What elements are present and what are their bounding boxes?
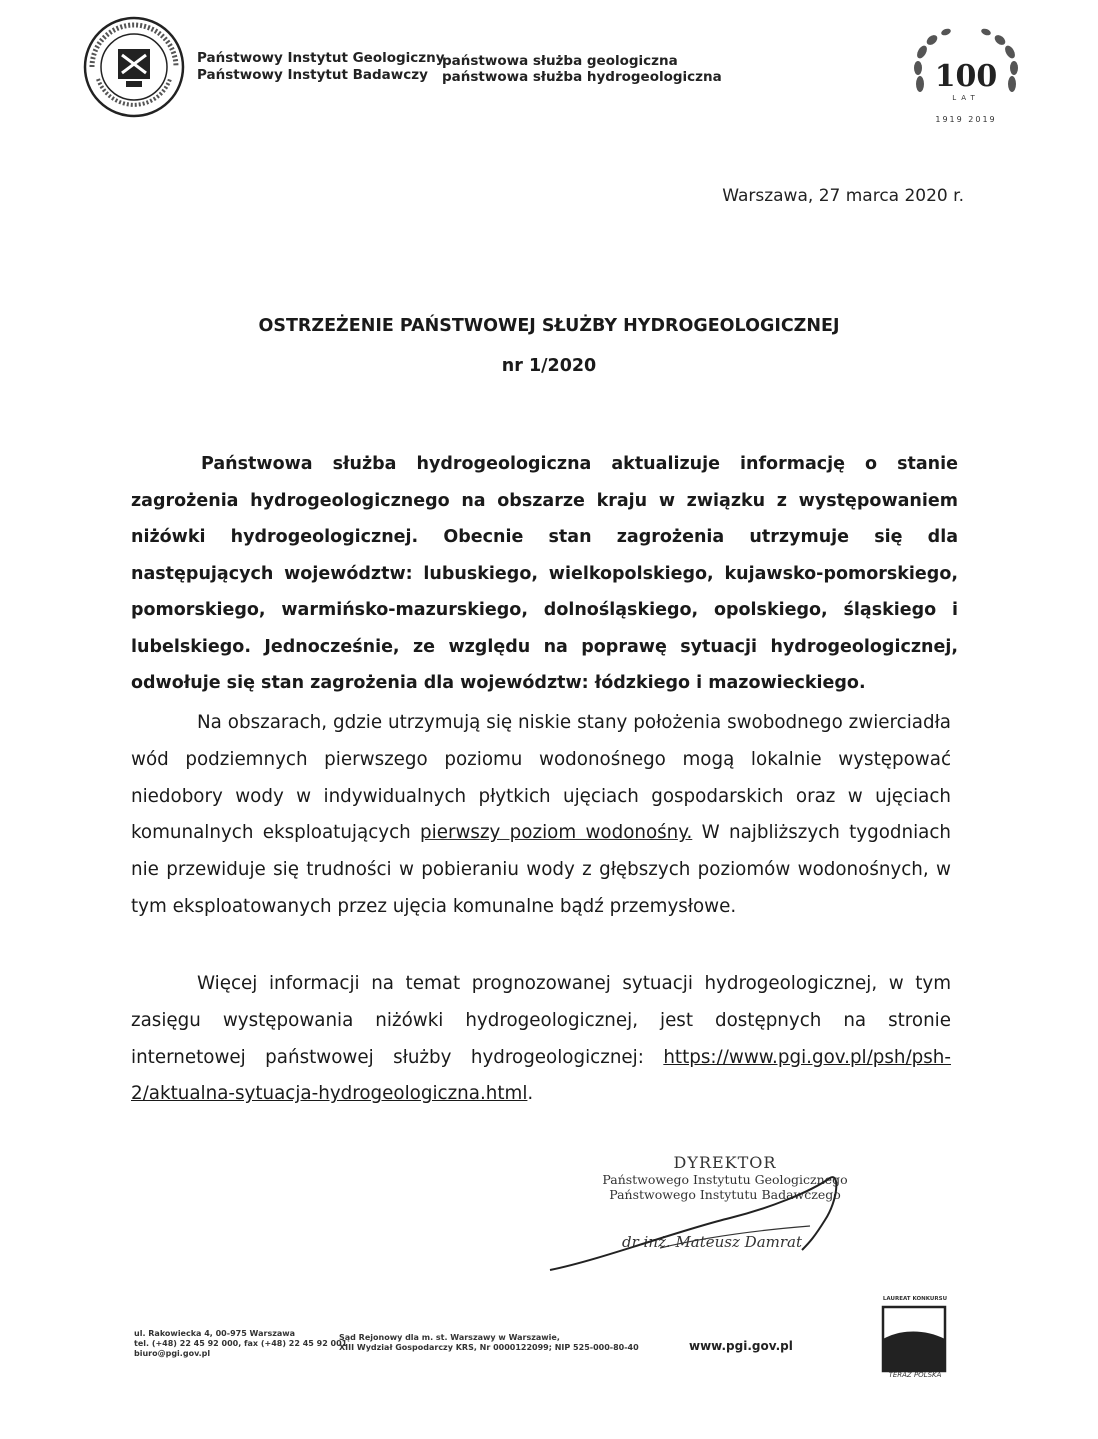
- footer-website[interactable]: www.pgi.gov.pl: [689, 1339, 793, 1353]
- paragraph-shortages: [131, 705, 951, 926]
- paragraph2-underlined-phrase: pierwszy poziom wodonośny.: [420, 822, 693, 844]
- letter-date: Warszawa, 27 marca 2020 r.: [722, 186, 964, 206]
- stamp-line2: Państwowego Instytutu Badawczego: [609, 1187, 841, 1202]
- badge-bottom-text: TERAZ POLSKA: [888, 1371, 942, 1379]
- stamp-title: DYREKTOR: [673, 1153, 777, 1172]
- footer-address: [134, 1329, 347, 1359]
- badge-label: LAUREAT KONKURSU: [882, 1296, 948, 1302]
- institute-line1: Państwowy Instytut Geologiczny: [197, 50, 445, 66]
- footer-court-line2: XIII Wydział Gospodarczy KRS, Nr 0000122099; NIP 525-000-80-40: [339, 1343, 639, 1352]
- stamp-line1: Państwowego Instytutu Geologicznego: [602, 1172, 848, 1187]
- footer-court-info: [339, 1333, 639, 1353]
- hydrogeology-situation-link[interactable]: https://www.pgi.gov.pl/psh/psh-2/aktualna-sytuacja-hydrogeologiczna.html: [131, 1046, 951, 1105]
- anniversary-100-logo: [906, 22, 1026, 134]
- footer-address-line1: ul. Rakowiecka 4, 00-975 Warszawa: [134, 1329, 296, 1338]
- paragraph2-text-start: Na obszarach, gdzie utrzymują się niskie stany położenia swobodnego zwierciadła wód podziemnych pierwszego poziomu wodonośnego mogą lokalnie występować niedobory wody w indywidualnych płytkich ujęciach gospodarskich oraz w ujęciach komunalnych eksploatujących: [131, 712, 951, 844]
- warning-number: nr 1/2020: [501, 356, 597, 376]
- service-line2: państwowa służba hydrogeologiczna: [442, 69, 722, 85]
- footer-address-line2: tel. (+48) 22 45 92 000, fax (+48) 22 45 92 001: [134, 1339, 348, 1348]
- paragraph-warning-status: Państwowa służba hydrogeologiczna aktualizuje informację o stanie zagrożenia hydrogeologicznego na obszarze kraju w związku z występowaniem niżówki hydrogeologicznej. Obecnie stan zagrożenia utrzymuje się dla następujących województw: lubuskiego, wielkopolskiego, kujawsko-pomorskiego, pomorskiego, warmińsko-mazurskiego, dolnośląskiego, opolskiego, śląskiego i lubelskiego. Jednocześnie, ze względu na poprawę sytuacji hydrogeologicznej, odwołuje się stan zagrożenia dla województw: łódzkiego i mazowieckiego.: [131, 454, 958, 693]
- warning-title: OSTRZEŻENIE PAŃSTWOWEJ SŁUŻBY HYDROGEOLOGICZNEJ: [258, 316, 840, 336]
- paragraph3-text: Więcej informacji na temat prognozowanej sytuacji hydrogeologicznej, w tym zasięgu występowania niżówki hydrogeologicznej, jest dostępnych na stronie internetowej państwowej służby hydrogeologicznej:: [131, 973, 951, 1068]
- paragraph2-text-end: W najbliższych tygodniach nie przewiduje się trudności w pobieraniu wody z głębszych poziomów wodonośnych, w tym eksploatowanych przez ujęcia komunalne bądź przemysłowe.: [131, 822, 952, 917]
- service-names: [442, 53, 722, 85]
- anniversary-years: 1919 2019: [935, 115, 997, 124]
- institute-name: [197, 50, 445, 84]
- anniversary-word: LAT: [952, 94, 980, 102]
- footer-email: biuro@pgi.gov.pl: [134, 1349, 211, 1358]
- footer-court-line1: Sąd Rejonowy dla m. st. Warszawy w Warszawie,: [339, 1333, 560, 1342]
- director-name: dr inż. Mateusz Damrat: [622, 1233, 803, 1251]
- anniversary-number: 100: [934, 59, 998, 94]
- institute-seal-logo: [82, 15, 186, 119]
- service-line1: państwowa służba geologiczna: [442, 53, 678, 69]
- paragraph-more-info: [131, 966, 951, 1113]
- paragraph3-end: .: [527, 1083, 534, 1105]
- institute-line2: Państwowy Instytut Badawczy: [197, 67, 428, 83]
- handwritten-signature: [540, 1170, 860, 1280]
